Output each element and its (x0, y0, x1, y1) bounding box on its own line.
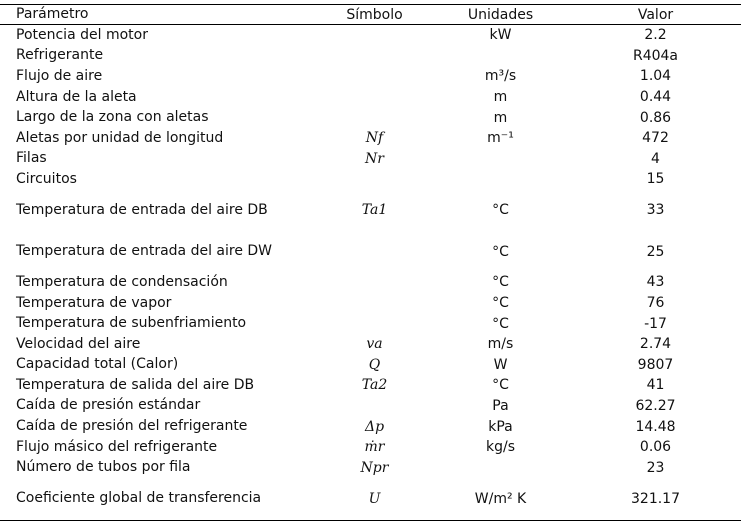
param-cell: Largo de la zona con aletas (16, 109, 209, 126)
table-row (0, 478, 741, 519)
table-row (0, 66, 741, 87)
value-cell: 1.04 (639, 68, 672, 85)
value-cell: 9807 (637, 356, 674, 373)
param-cell: Temperatura de salida del aire DB (16, 376, 255, 393)
symbol-cell: Q (368, 356, 381, 373)
units-cell: kPa (488, 418, 513, 435)
symbol-cell: Nr (365, 150, 384, 167)
units-cell: m/s (487, 336, 514, 353)
param-cell: Temperatura de condensación (16, 273, 228, 290)
table-row (0, 107, 741, 128)
value-cell: 23 (646, 459, 665, 476)
param-cell: Flujo másico del refrigerante (16, 438, 218, 455)
value-cell: 4 (651, 150, 660, 167)
symbol-cell: Ta2 (361, 377, 388, 394)
param-cell: Coeficiente global de transferencia (16, 490, 262, 507)
value-cell: 15 (646, 171, 665, 188)
symbol-cell: va (366, 336, 383, 353)
header-symbol: Símbolo (346, 6, 403, 23)
table-row (0, 231, 741, 272)
table-row (0, 375, 741, 396)
value-cell: -17 (644, 315, 667, 332)
units-cell: °C (492, 274, 509, 291)
param-cell: Filas (16, 150, 47, 167)
units-cell: kg/s (485, 439, 515, 456)
value-cell: 14.48 (635, 418, 676, 435)
param-cell: Refrigerante (16, 47, 104, 64)
param-cell: Circuitos (16, 170, 77, 187)
table-row (0, 25, 741, 46)
symbol-cell: Nf (365, 130, 384, 147)
param-cell: Altura de la aleta (16, 88, 137, 105)
param-cell: Temperatura de subenfriamiento (16, 315, 247, 332)
table-row (0, 355, 741, 376)
table-row (0, 190, 741, 231)
param-cell: Velocidad del aire (16, 335, 141, 352)
table-row (0, 272, 741, 293)
param-cell: Temperatura de entrada del aire DW (16, 243, 273, 260)
param-cell: Temperatura de entrada del aire DB (16, 201, 268, 218)
value-cell: R404a (632, 47, 679, 64)
param-cell: Aletas por unidad de longitud (16, 129, 224, 146)
table-row (0, 437, 741, 458)
value-cell: 76 (646, 295, 665, 312)
table-row (0, 87, 741, 108)
units-cell: m (493, 89, 508, 106)
param-cell: Caída de presión del refrigerante (16, 418, 248, 435)
param-cell: Número de tubos por fila (16, 459, 191, 476)
param-cell: Temperatura de vapor (16, 294, 172, 311)
units-cell: °C (492, 202, 509, 219)
symbol-cell: Npr (360, 459, 389, 476)
value-cell: 472 (642, 130, 669, 147)
header-value: Valor (637, 6, 674, 23)
value-cell: 2.2 (644, 27, 667, 44)
value-cell: 0.06 (639, 439, 672, 456)
value-cell: 0.86 (639, 109, 672, 126)
value-cell: 62.27 (635, 397, 676, 414)
header-param: Parámetro (16, 6, 89, 22)
units-cell: °C (492, 377, 509, 394)
value-cell: 321.17 (631, 490, 680, 507)
table-row (0, 169, 741, 190)
table-row (0, 128, 741, 149)
table-row (0, 293, 741, 314)
units-cell: W/m² K (474, 490, 527, 507)
units-cell: m³/s (484, 68, 517, 85)
parameter-table (0, 4, 741, 519)
table-row (0, 149, 741, 170)
param-cell: Caída de presión estándar (16, 397, 201, 414)
param-cell: Capacidad total (Calor) (16, 356, 179, 373)
units-cell: kW (489, 27, 512, 44)
units-cell: °C (492, 315, 509, 332)
param-cell: Flujo de aire (16, 67, 103, 84)
value-cell: 2.74 (639, 336, 672, 353)
table-row (0, 334, 741, 355)
symbol-cell: Ta1 (361, 202, 388, 219)
value-cell: 25 (646, 243, 665, 260)
value-cell: 33 (646, 202, 665, 219)
table-header (0, 4, 741, 25)
value-cell: 43 (646, 274, 665, 291)
table-row (0, 457, 741, 478)
header-units: Unidades (467, 6, 534, 23)
table-row (0, 416, 741, 437)
symbol-cell: ṁr (364, 439, 385, 456)
units-cell: °C (492, 243, 509, 260)
units-cell: m⁻¹ (487, 130, 514, 147)
table-body (0, 25, 741, 519)
units-cell: Pa (492, 397, 509, 414)
units-cell: °C (492, 295, 509, 312)
param-cell: Potencia del motor (16, 26, 148, 43)
symbol-cell: U (368, 490, 381, 507)
table-row (0, 396, 741, 417)
value-cell: 41 (646, 377, 665, 394)
units-cell: W (493, 356, 508, 373)
value-cell: 0.44 (639, 89, 672, 106)
table-row (0, 46, 741, 67)
table-bottom-rule (0, 520, 741, 521)
units-cell: m (493, 109, 508, 126)
table-row (0, 313, 741, 334)
symbol-cell: Δp (364, 418, 385, 435)
